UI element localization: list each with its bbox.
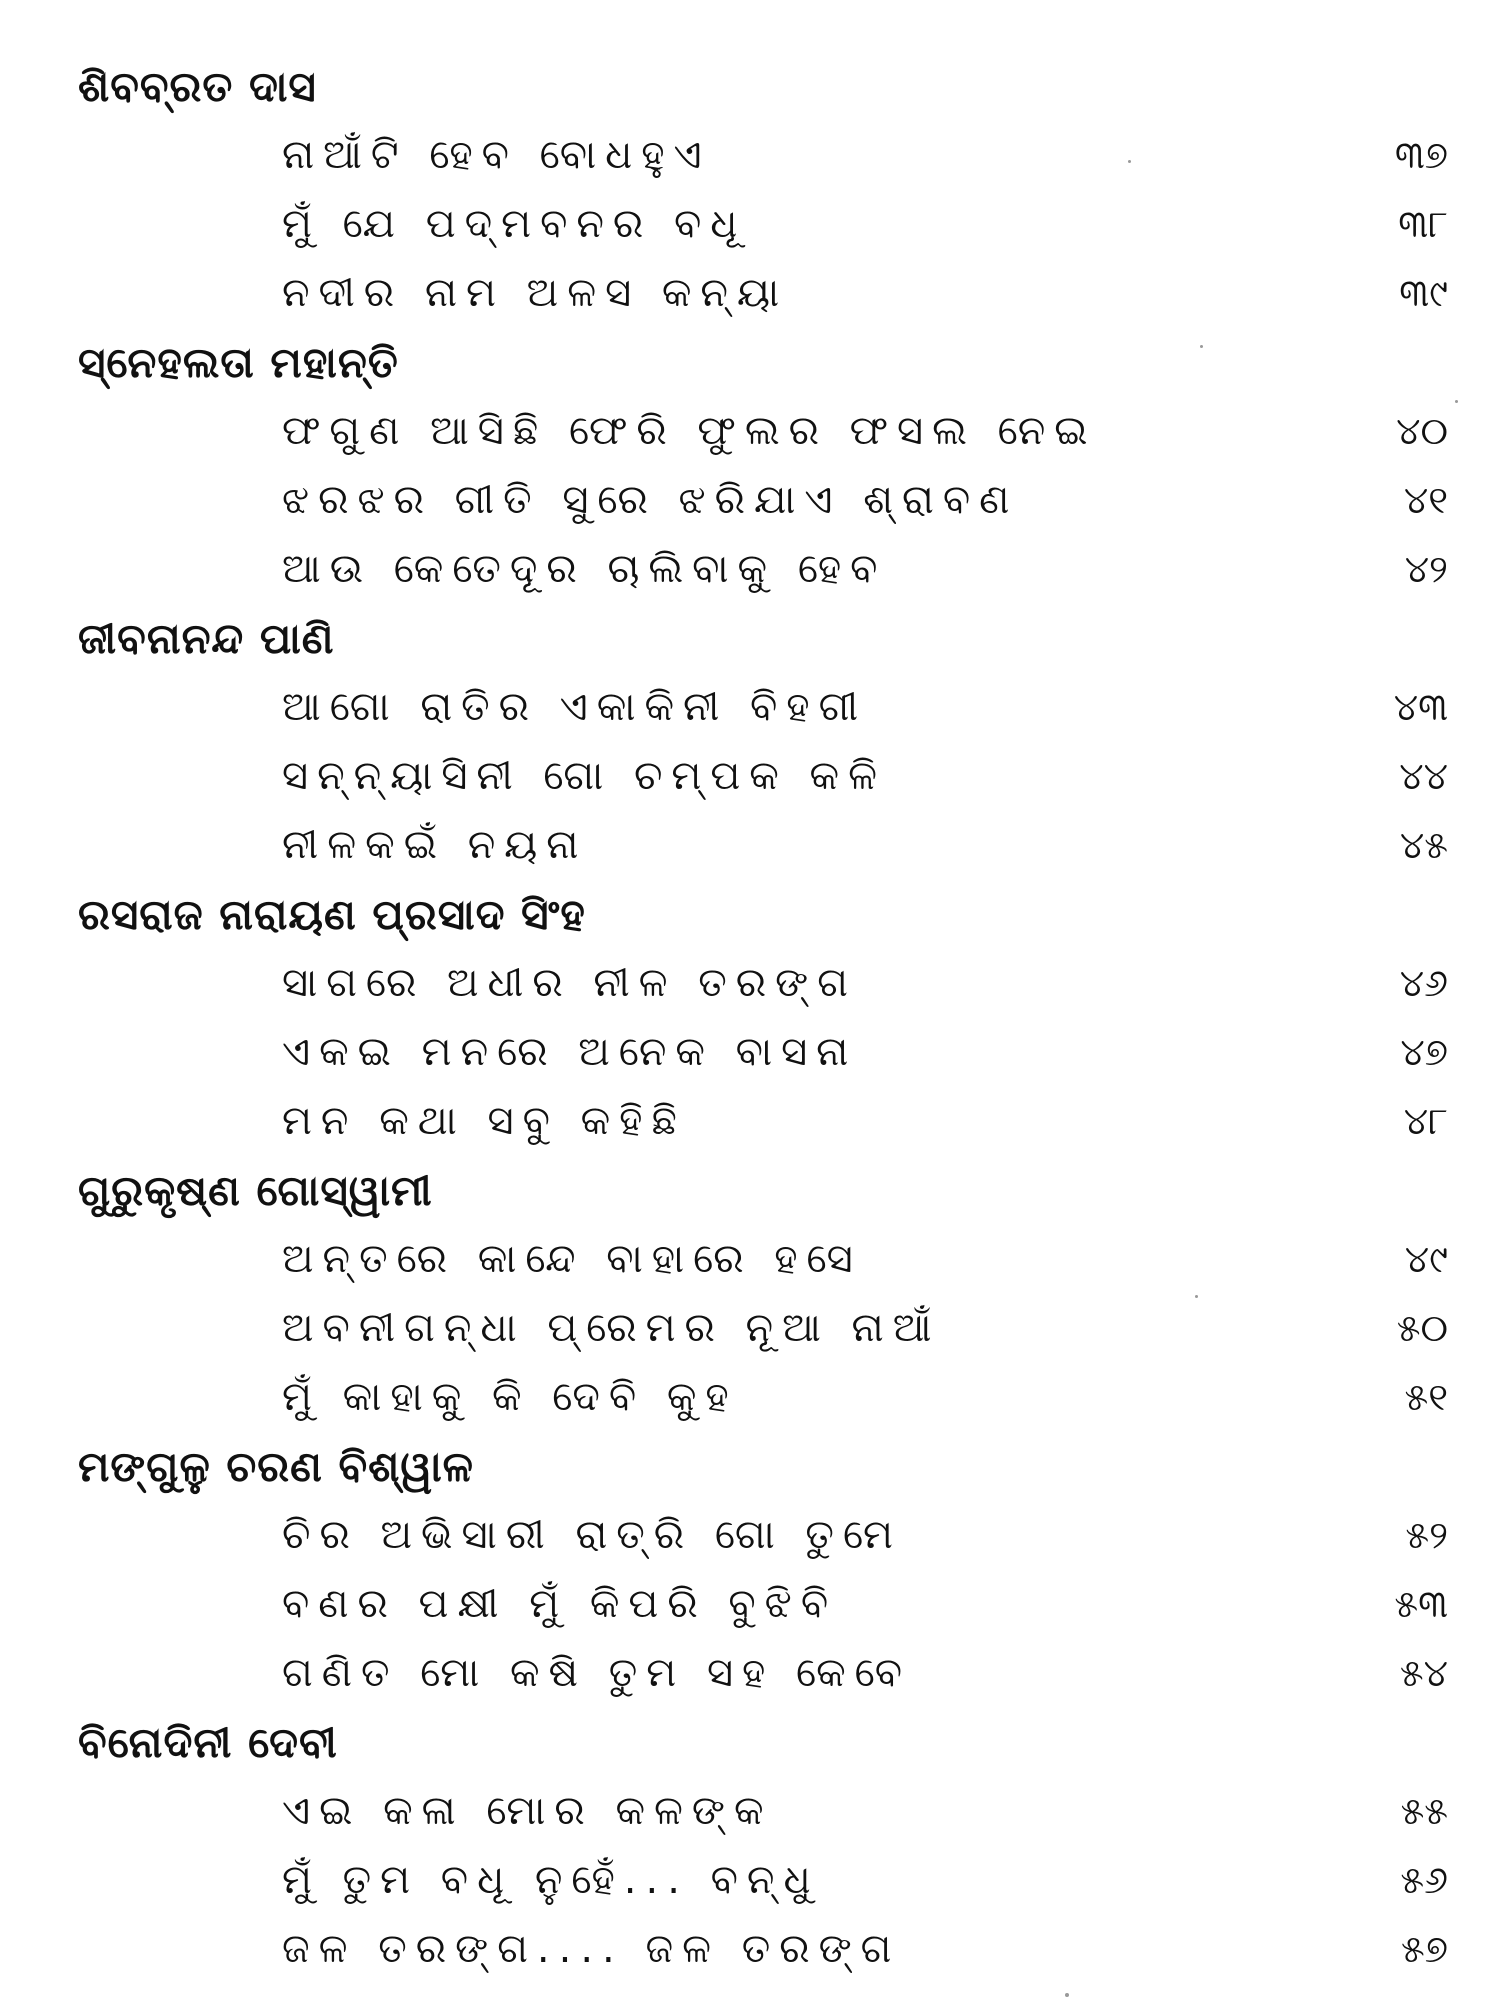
toc-entry (0, 1225, 1500, 1294)
toc-entry (0, 673, 1500, 742)
toc-entry (0, 1639, 1500, 1708)
entry-page-number: ୪୪ (1399, 754, 1448, 798)
toc-entry (0, 1087, 1500, 1156)
scan-speck (1455, 400, 1458, 403)
entry-title: ଜଳ ତରଙ୍ଗ.... ଜଳ ତରଙ୍ଗ (282, 1926, 901, 1972)
entry-page-number: ୫୨ (1405, 1513, 1448, 1557)
toc-entry (0, 259, 1500, 328)
author-heading: ରସରାଜ ନାରାୟଣ ପ୍ରସାଦ ସିଂହ (78, 890, 586, 939)
entry-page-number: ୫୩ (1394, 1582, 1448, 1626)
scan-speck (1065, 1993, 1069, 1997)
entry-title: ସନ୍ନ୍ୟାସିନୀ ଗୋ ଚମ୍ପକ କଳି (282, 753, 886, 799)
entry-title: ଝରଝର ଗୀତି ସୁରେ ଝରିଯାଏ ଶ୍ରାବଣ (282, 477, 1019, 523)
toc-entry (0, 1294, 1500, 1363)
entry-page-number: ୪୨ (1404, 547, 1448, 591)
entry-page-number: ୪୧ (1403, 478, 1448, 522)
entry-title: ଚିର ଅଭିସାରୀ ରାତ୍ରି ଗୋ ତୁମେ (282, 1512, 902, 1558)
entry-title: ଅନ୍ତରେ କାନ୍ଦେ ବାହାରେ ହସେ (282, 1236, 862, 1282)
entry-page-number: ୫୭ (1401, 1927, 1448, 1971)
entry-page-number: ୫୬ (1400, 1858, 1448, 1902)
entry-page-number: ୪୫ (1399, 823, 1448, 867)
entry-title: ମୁଁ କାହାକୁ କି ଦେବି କୁହ (282, 1374, 738, 1420)
entry-title: ଆଉ କେତେଦୂର ଚାଲିବାକୁ ହେବ (282, 546, 887, 592)
entry-page-number: ୪୦ (1396, 409, 1448, 453)
toc-entry (0, 1915, 1500, 1984)
toc-entry (0, 1777, 1500, 1846)
toc-entry (0, 397, 1500, 466)
entry-page-number: ୫୫ (1400, 1789, 1448, 1833)
author-heading: ଜୀବନାନନ୍ଦ ପାଣି (78, 614, 335, 663)
toc-entry (0, 742, 1500, 811)
entry-title: ଏକଇ ମନରେ ଅନେକ ବାସନା (282, 1029, 858, 1075)
entry-page-number: ୩୮ (1398, 202, 1448, 246)
toc-entry (0, 1501, 1500, 1570)
entry-title: ନଦୀର ନାମ ଅଳସ କନ୍ୟା (282, 270, 789, 316)
toc-entry (0, 466, 1500, 535)
scan-speck (1195, 1295, 1198, 1298)
toc-entry (0, 811, 1500, 880)
entry-page-number: ୩୯ (1399, 271, 1448, 315)
scan-speck (1200, 345, 1203, 348)
entry-title: ମନ କଥା ସବୁ କହିଛି (282, 1098, 686, 1144)
entry-title: ସାଗରେ ଅଧୀର ନୀଳ ତରଙ୍ଗ (282, 960, 857, 1006)
entry-title: ଏଇ କଳା ମୋର କଳଙ୍କ (282, 1788, 773, 1834)
toc-entry (0, 1570, 1500, 1639)
entry-page-number: ୩୭ (1394, 133, 1448, 177)
entry-page-number: ୪୭ (1400, 1030, 1448, 1074)
table-of-contents (0, 52, 1500, 1984)
toc-entry (0, 1363, 1500, 1432)
entry-page-number: ୪୯ (1404, 1237, 1448, 1281)
toc-entry (0, 1846, 1500, 1915)
entry-title: ଅବନୀଗନ୍ଧା ପ୍ରେମର ନୂଆ ନାଆଁ (282, 1305, 941, 1351)
toc-entry (0, 121, 1500, 190)
toc-entry (0, 949, 1500, 1018)
entry-title: ଆଗୋ ରାତିର ଏକାକିନୀ ବିହଗୀ (282, 684, 868, 730)
entry-page-number: ୪୬ (1399, 961, 1448, 1005)
entry-title: ମୁଁ ଯେ ପଦ୍ମବନର ବଧୂ (282, 201, 747, 247)
entry-page-number: ୫୪ (1399, 1651, 1448, 1695)
author-heading: ମଙ୍ଗୁଳୁ ଚରଣ ବିଶ୍ୱାଳ (78, 1442, 474, 1491)
entry-title: ଗଣିତ ମୋ କଷି ତୁମ ସହ କେବେ (282, 1650, 911, 1696)
toc-entry (0, 535, 1500, 604)
entry-page-number: ୪୮ (1403, 1099, 1448, 1143)
toc-entry (0, 1018, 1500, 1087)
author-heading: ସ୍ନେହଲତା ମହାନ୍ତି (78, 338, 399, 387)
entry-page-number: ୫୧ (1404, 1375, 1448, 1419)
author-heading: ବିନୋଦିନୀ ଦେବୀ (78, 1718, 338, 1767)
entry-title: ମୁଁ ତୁମ ବଧୂ ନୁହେଁ... ବନ୍ଧୁ (282, 1857, 820, 1903)
entry-title: ବଣର ପକ୍ଷୀ ମୁଁ କିପରି ବୁଝିବି (282, 1581, 838, 1627)
entry-title: ଫଗୁଣ ଆସିଛି ଫେରି ଫୁଲର ଫସଲ ନେଇ (282, 408, 1097, 454)
entry-page-number: ୪୩ (1393, 685, 1448, 729)
toc-entry (0, 190, 1500, 259)
entry-page-number: ୫୦ (1396, 1306, 1448, 1350)
entry-title: ନାଆଁଟି ହେବ ବୋଧହୁଏ (282, 132, 711, 178)
scan-speck (1128, 160, 1131, 163)
entry-title: ନୀଳକଇଁ ନୟନା (282, 822, 588, 868)
author-heading: ଗୁରୁକୃଷ୍ଣ ଗୋସ୍ୱାମୀ (78, 1166, 433, 1215)
author-heading: ଶିବବ୍ରତ ଦାସ (78, 62, 317, 111)
